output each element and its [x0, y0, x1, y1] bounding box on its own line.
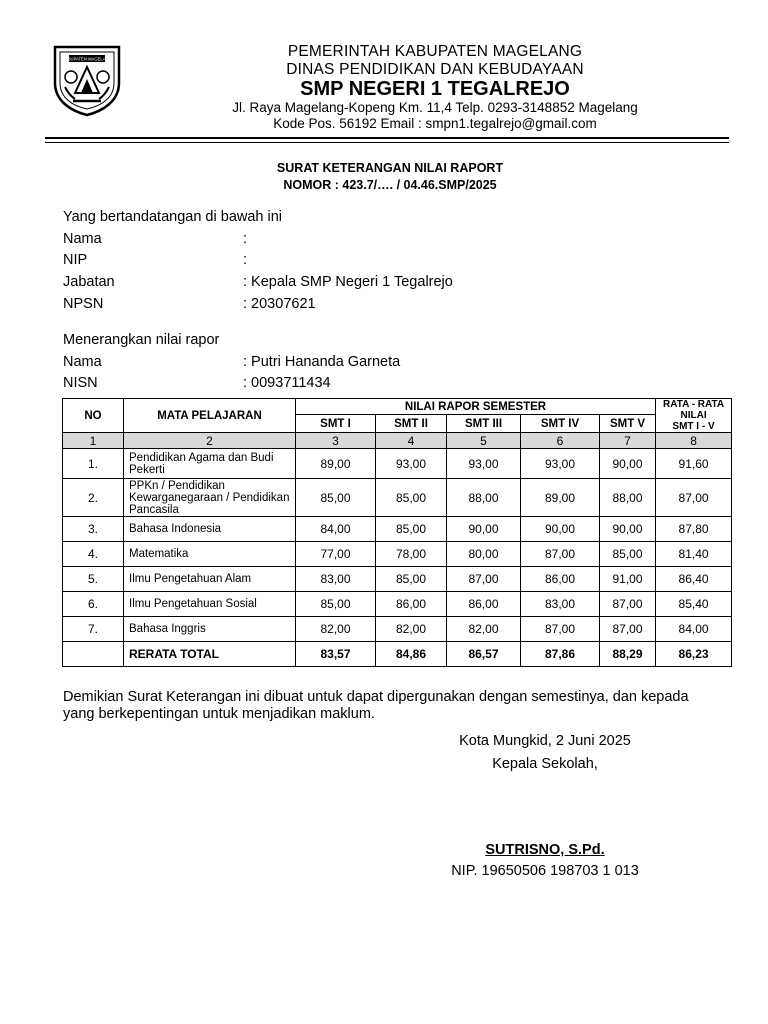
department-name: DINAS PENDIDIKAN DAN KEBUDAYAAN	[286, 61, 584, 78]
document-number: NOMOR : 423.7/…. / 04.46.SMP/2025	[283, 178, 497, 192]
row-number: 6.	[63, 592, 124, 617]
score-smt2: 82,00	[376, 617, 447, 642]
signer-name-label: Nama	[63, 231, 102, 247]
score-smt3: 88,00	[447, 479, 521, 517]
table-row	[63, 517, 732, 542]
government-name: PEMERINTAH KABUPATEN MAGELANG	[287, 43, 583, 60]
score-smt2: 85,00	[376, 517, 447, 542]
score-smt2: 86,00	[376, 592, 447, 617]
student-nisn-label: NISN	[63, 375, 98, 391]
closing-line-2: yang berkepentingan untuk menjadikan maklum.	[63, 706, 375, 722]
score-smt4: 87,00	[521, 617, 600, 642]
signer-nip: NIP. 19650506 198703 1 013	[451, 863, 639, 879]
signer-intro: Yang bertandatangan di bawah ini	[63, 209, 283, 225]
col-header-smt4: SMT IV	[521, 415, 600, 433]
col-header-semester-group: NILAI RAPOR SEMESTER	[296, 399, 656, 415]
score-smt5: 87,00	[600, 592, 656, 617]
school-name: SMP NEGERI 1 TEGALREJO	[300, 78, 570, 100]
table-row	[63, 449, 732, 479]
table-row	[63, 567, 732, 592]
score-average: 91,60	[656, 449, 732, 479]
student-name-label: Nama	[63, 354, 102, 370]
total-label: RERATA TOTAL	[124, 642, 296, 667]
row-number: 1.	[63, 449, 124, 479]
signer-position-label: Jabatan	[63, 274, 115, 290]
score-average: 87,80	[656, 517, 732, 542]
row-number: 4.	[63, 542, 124, 567]
score-smt3: 90,00	[447, 517, 521, 542]
score-smt1: 83,00	[296, 567, 376, 592]
total-row	[63, 642, 732, 667]
signer-position: Kepala Sekolah,	[492, 756, 598, 772]
subject-name: PPKn / Pendidikan Kewarganegaraan / Pendidikan Pancasila	[124, 479, 296, 517]
score-smt5: 90,00	[600, 517, 656, 542]
column-number: 4	[376, 433, 447, 449]
row-number: 7.	[63, 617, 124, 642]
total-smt4: 87,86	[521, 642, 600, 667]
signer-name: SUTRISNO, S.Pd.	[485, 842, 605, 858]
average-header-label: RATA - RATA NILAI	[663, 399, 725, 421]
signer-name-value: :	[243, 231, 248, 247]
score-smt4: 93,00	[521, 449, 600, 479]
logo-text: KABUPATEN MAGELANG	[62, 56, 112, 62]
column-number: 5	[447, 433, 521, 449]
score-smt3: 80,00	[447, 542, 521, 567]
col-header-no: NO	[63, 399, 124, 433]
score-smt1: 85,00	[296, 592, 376, 617]
student-intro: Menerangkan nilai rapor	[63, 332, 220, 348]
table-row	[63, 617, 732, 642]
table-row	[63, 479, 732, 517]
column-number: 7	[600, 433, 656, 449]
subject-name: Matematika	[124, 542, 296, 567]
subject-name: Ilmu Pengetahuan Alam	[124, 567, 296, 592]
column-number: 1	[63, 433, 124, 449]
score-smt3: 87,00	[447, 567, 521, 592]
row-number: 2.	[63, 479, 124, 517]
score-smt5: 91,00	[600, 567, 656, 592]
row-number: 3.	[63, 517, 124, 542]
student-name-value: : Putri Hananda Garneta	[243, 354, 401, 370]
column-number: 2	[124, 433, 296, 449]
score-smt1: 84,00	[296, 517, 376, 542]
total-smt5: 88,29	[600, 642, 656, 667]
score-smt4: 87,00	[521, 542, 600, 567]
signer-position-value: : Kepala SMP Negeri 1 Tegalrejo	[243, 274, 453, 290]
place-date: Kota Mungkid, 2 Juni 2025	[459, 733, 631, 749]
score-average: 81,40	[656, 542, 732, 567]
score-average: 85,40	[656, 592, 732, 617]
letterhead-divider-thick	[45, 137, 729, 139]
table-row	[63, 592, 732, 617]
score-smt3: 86,00	[447, 592, 521, 617]
score-smt1: 85,00	[296, 479, 376, 517]
signer-npsn-value: : 20307621	[243, 296, 316, 312]
score-smt5: 90,00	[600, 449, 656, 479]
subject-name: Bahasa Indonesia	[124, 517, 296, 542]
column-number-row	[63, 433, 732, 449]
student-nisn-value: : 0093711434	[243, 375, 331, 391]
score-smt4: 83,00	[521, 592, 600, 617]
subject-name: Ilmu Pengetahuan Sosial	[124, 592, 296, 617]
col-header-smt3: SMT III	[447, 415, 521, 433]
closing-line-1: Demikian Surat Keterangan ini dibuat untuk dapat dipergunakan dengan semestinya, dan kepada	[63, 689, 689, 705]
score-smt4: 86,00	[521, 567, 600, 592]
score-smt5: 87,00	[600, 617, 656, 642]
signer-npsn-label: NPSN	[63, 296, 104, 312]
score-smt3: 93,00	[447, 449, 521, 479]
grades-table	[62, 398, 732, 667]
score-smt4: 90,00	[521, 517, 600, 542]
score-average: 87,00	[656, 479, 732, 517]
subject-name: Bahasa Inggris	[124, 617, 296, 642]
row-number: 5.	[63, 567, 124, 592]
col-header-average	[656, 399, 732, 433]
score-smt5: 88,00	[600, 479, 656, 517]
table-row	[63, 542, 732, 567]
subject-name: Pendidikan Agama dan Budi Pekerti	[124, 449, 296, 479]
col-header-smt5: SMT V	[600, 415, 656, 433]
signer-nip-label: NIP	[63, 252, 88, 268]
total-row-number	[63, 642, 124, 667]
total-smt1: 83,57	[296, 642, 376, 667]
col-header-smt1: SMT I	[296, 415, 376, 433]
regency-logo	[51, 43, 123, 117]
score-smt4: 89,00	[521, 479, 600, 517]
column-number: 6	[521, 433, 600, 449]
letterhead-divider-thin	[45, 142, 729, 143]
col-header-smt2: SMT II	[376, 415, 447, 433]
col-header-subject: MATA PELAJARAN	[124, 399, 296, 433]
school-address: Jl. Raya Magelang-Kopeng Km. 11,4 Telp. 0293-3148852 Magelang	[232, 100, 638, 115]
total-smt3: 86,57	[447, 642, 521, 667]
score-smt2: 85,00	[376, 479, 447, 517]
score-smt2: 93,00	[376, 449, 447, 479]
score-smt5: 85,00	[600, 542, 656, 567]
signer-nip-value: :	[243, 252, 248, 268]
score-smt1: 77,00	[296, 542, 376, 567]
document-title: SURAT KETERANGAN NILAI RAPORT	[276, 161, 504, 175]
total-average: 86,23	[656, 642, 732, 667]
column-number: 8	[656, 433, 732, 449]
score-smt1: 82,00	[296, 617, 376, 642]
total-smt2: 84,86	[376, 642, 447, 667]
score-average: 86,40	[656, 567, 732, 592]
score-smt2: 78,00	[376, 542, 447, 567]
column-number: 3	[296, 433, 376, 449]
school-contact: Kode Pos. 56192 Email : smpn1.tegalrejo@gmail.com	[273, 116, 597, 131]
average-header-sub: SMT I - V	[672, 421, 715, 432]
score-average: 84,00	[656, 617, 732, 642]
score-smt2: 85,00	[376, 567, 447, 592]
score-smt3: 82,00	[447, 617, 521, 642]
score-smt1: 89,00	[296, 449, 376, 479]
